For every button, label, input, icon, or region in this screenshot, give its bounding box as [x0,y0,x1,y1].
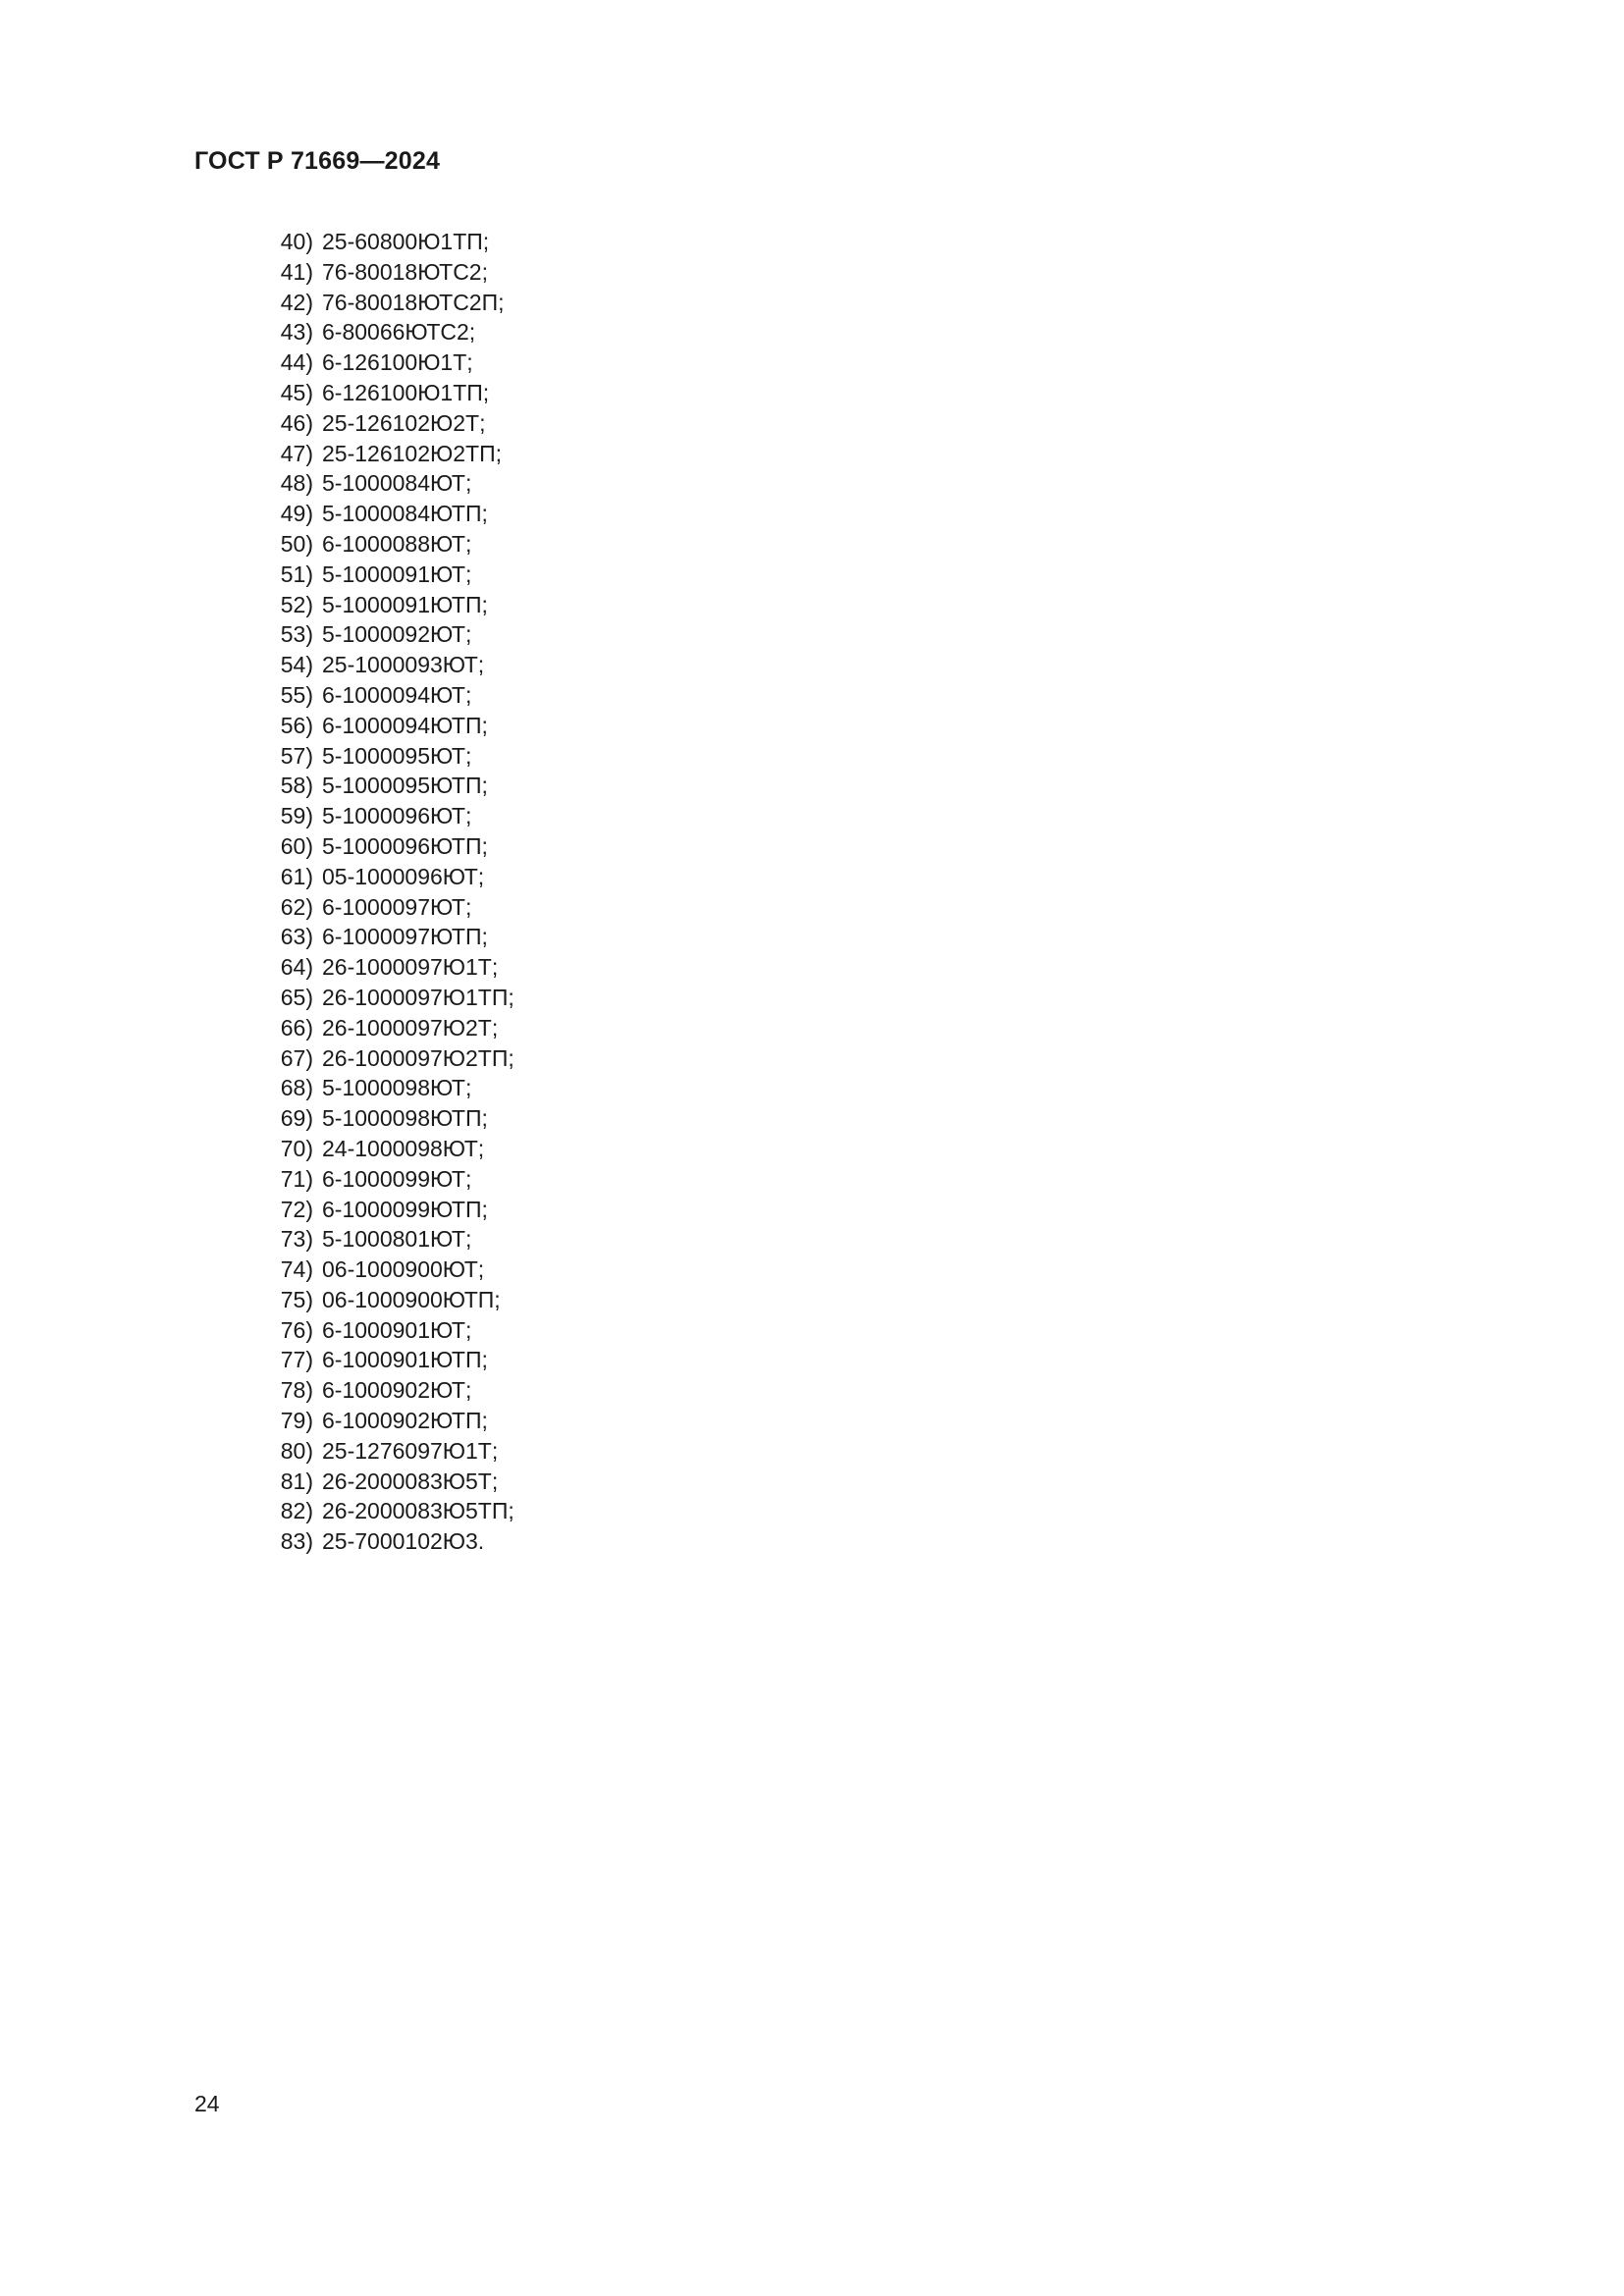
item-code: 25-126102Ю2Т; [322,409,486,436]
item-number: 48) [280,470,313,497]
list-item [263,922,514,952]
item-number: 63) [280,924,313,950]
item-code: 5-1000091ЮТ; [322,561,472,587]
list-item [263,378,514,408]
item-code: 5-1000092ЮТ; [322,621,472,648]
item-code: 5-1000095ЮТ; [322,742,472,769]
item-code: 25-1276097Ю1Т; [322,1437,499,1464]
item-number: 74) [280,1256,313,1283]
list-item [263,529,514,560]
item-code: 76-80018ЮТС2; [322,258,488,285]
item-number: 46) [280,409,313,436]
list-item [263,499,514,529]
list-item [263,1043,514,1074]
list-item [263,1134,514,1164]
item-number: 79) [280,1408,313,1434]
item-number: 69) [280,1105,313,1132]
item-number: 75) [280,1286,313,1312]
item-number: 47) [280,440,313,466]
list-item [263,711,514,741]
item-number: 78) [280,1377,313,1404]
item-number: 41) [280,258,313,285]
list-item [263,1375,514,1406]
list-item [263,983,514,1013]
list-item [263,831,514,862]
item-number: 72) [280,1196,313,1222]
item-code: 26-1000097Ю1Т; [322,954,499,981]
list-item [263,1103,514,1134]
item-number: 44) [280,349,313,376]
item-code: 6-1000094ЮТП; [322,712,488,738]
list-item [263,1467,514,1497]
list-item [263,288,514,318]
item-number: 55) [280,681,313,708]
list-item [263,1073,514,1103]
item-code: 5-1000091ЮТП; [322,591,488,617]
page-number: 24 [194,2091,220,2116]
item-number: 77) [280,1347,313,1373]
item-number: 71) [280,1165,313,1192]
item-number: 82) [280,1498,313,1524]
list-item [263,892,514,923]
list-item [263,257,514,288]
list-item [263,771,514,801]
item-code: 26-1000097Ю1ТП; [322,984,514,1010]
item-code: 24-1000098ЮТ; [322,1135,485,1161]
item-number: 66) [280,1014,313,1041]
item-code: 5-1000084ЮТП; [322,501,488,527]
list-item [263,1224,514,1255]
item-number: 54) [280,652,313,678]
list-item [263,1285,514,1315]
item-number: 70) [280,1135,313,1161]
item-code: 25-126102Ю2ТП; [322,440,502,466]
item-number: 65) [280,984,313,1010]
list-item [263,468,514,499]
item-code: 6-1000902ЮТП; [322,1408,488,1434]
list-item [263,1013,514,1043]
document-header: ГОСТ Р 71669—2024 [194,147,441,175]
list-item [263,1406,514,1436]
item-code: 6-1000099ЮТП; [322,1196,488,1222]
list-item [263,1164,514,1195]
list-item [263,439,514,469]
item-code: 26-2000083Ю5ТП; [322,1498,514,1524]
item-code: 25-1000093ЮТ; [322,652,485,678]
item-number: 49) [280,501,313,527]
list-item [263,590,514,620]
item-number: 50) [280,530,313,557]
list-item [263,347,514,378]
list-item [263,680,514,711]
item-code: 5-1000084ЮТ; [322,470,472,497]
list-item [263,801,514,831]
item-code: 05-1000096ЮТ; [322,863,485,889]
item-number: 45) [280,379,313,405]
item-number: 51) [280,561,313,587]
list-item [263,1496,514,1526]
item-code: 6-1000901ЮТП; [322,1347,488,1373]
item-number: 83) [280,1528,313,1555]
item-number: 73) [280,1226,313,1253]
item-code: 26-1000097Ю2Т; [322,1014,499,1041]
item-code: 5-1000095ЮТП; [322,773,488,799]
item-code: 6-126100Ю1ТП; [322,379,490,405]
item-number: 40) [280,229,313,254]
item-code: 5-1000098ЮТП; [322,1105,488,1132]
item-code: 06-1000900ЮТ; [322,1256,485,1283]
list-item [263,1255,514,1285]
item-code: 06-1000900ЮТП; [322,1286,501,1312]
item-code: 5-1000098ЮТ; [322,1075,472,1101]
item-number: 57) [280,742,313,769]
item-number: 76) [280,1316,313,1343]
item-number: 56) [280,712,313,738]
item-number: 68) [280,1075,313,1101]
item-code: 6-126100Ю1Т; [322,349,473,376]
list-item [263,1345,514,1375]
item-code: 5-1000801ЮТ; [322,1226,472,1253]
list-item [263,1526,514,1557]
list-item [263,741,514,772]
item-number: 43) [280,319,313,346]
list-item [263,560,514,590]
item-code: 6-1000901ЮТ; [322,1316,472,1343]
item-number: 58) [280,773,313,799]
item-code: 5-1000096ЮТП; [322,832,488,859]
item-code: 25-60800Ю1ТП; [322,229,490,254]
item-code: 26-2000083Ю5Т; [322,1468,499,1494]
item-number: 64) [280,954,313,981]
item-code: 76-80018ЮТС2П; [322,289,505,315]
item-code: 6-1000088ЮТ; [322,530,472,557]
item-code: 6-1000902ЮТ; [322,1377,472,1404]
item-code: 5-1000096ЮТ; [322,803,472,829]
list-item [263,1315,514,1346]
item-number: 42) [280,289,313,315]
list-item [263,1436,514,1467]
item-code: 6-80066ЮТС2; [322,319,476,346]
list-item [263,862,514,892]
item-code: 26-1000097Ю2ТП; [322,1044,514,1071]
list-item [263,952,514,983]
item-code: 25-7000102Ю3. [322,1528,485,1555]
item-number: 62) [280,893,313,920]
item-number: 80) [280,1437,313,1464]
item-number: 81) [280,1468,313,1494]
list-item [263,227,514,257]
list-item [263,317,514,347]
item-number: 60) [280,832,313,859]
item-number: 59) [280,803,313,829]
item-list [263,227,514,1557]
list-item [263,619,514,650]
list-item [263,408,514,439]
item-code: 6-1000097ЮТ; [322,893,472,920]
item-code: 6-1000094ЮТ; [322,681,472,708]
item-code: 6-1000099ЮТ; [322,1165,472,1192]
item-number: 52) [280,591,313,617]
list-item [263,650,514,680]
item-number: 67) [280,1044,313,1071]
item-code: 6-1000097ЮТП; [322,924,488,950]
list-item [263,1195,514,1225]
item-number: 61) [280,863,313,889]
item-number: 53) [280,621,313,648]
